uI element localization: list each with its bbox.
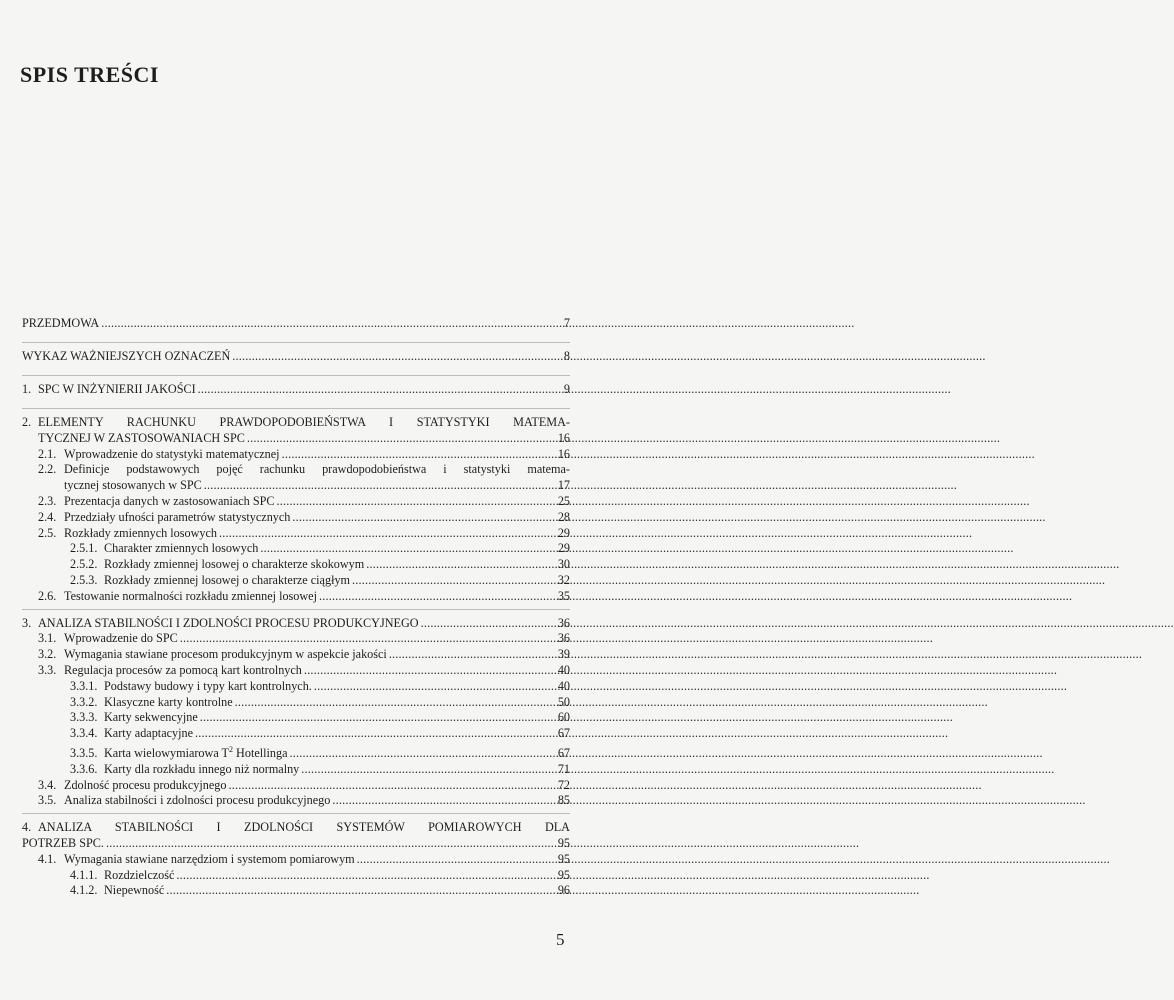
toc-entry-3-3-4[interactable] — [22, 726, 570, 742]
dot-leader — [228, 778, 552, 794]
toc-entry-page: 67 — [557, 746, 570, 760]
toc-entry-number: 4.1.2. — [70, 883, 98, 898]
toc-entry-chapter-2-line2 — [22, 431, 570, 447]
toc-entry-number: 3.3.4. — [70, 726, 98, 741]
dot-leader — [277, 494, 552, 510]
dot-leader — [101, 316, 552, 331]
toc-entry-number: 2.5. — [38, 525, 57, 540]
toc-entry-page: 60 — [557, 710, 570, 725]
toc-entry-title: SPC W INŻYNIERII JAKOŚCI — [38, 382, 196, 396]
divider — [22, 813, 570, 814]
divider — [22, 408, 570, 409]
dot-leader — [235, 695, 552, 711]
toc-entry-number: 3.3.3. — [70, 710, 98, 725]
dot-leader — [247, 431, 552, 447]
toc-entry-page: 36 — [557, 615, 570, 630]
dot-leader — [314, 679, 552, 695]
toc-entry-title: Niepewność — [104, 883, 165, 898]
toc-entry-4-1-1[interactable] — [22, 868, 570, 884]
toc-entry-number: 3. — [22, 615, 32, 630]
toc-entry-page: 95 — [557, 835, 570, 850]
toc-entry-title: Regulacja procesów za pomocą kart kontrolnych — [64, 662, 302, 677]
toc-entry-number: 2.5.3. — [70, 572, 98, 587]
toc-entry-chapter-4-line2 — [22, 836, 570, 852]
toc-entry-3-4[interactable] — [22, 778, 570, 794]
toc-entry-title-cont: TYCZNEJ W ZASTOSOWANIACH SPC — [38, 430, 245, 445]
toc-entry-page: 96 — [557, 883, 570, 898]
toc-entry-number: 3.2. — [38, 647, 57, 662]
toc-entry-number: 3.3.6. — [70, 761, 98, 776]
toc-entry-wykaz[interactable] — [22, 349, 570, 364]
divider — [22, 375, 570, 376]
toc-entry-title: Prezentacja danych w zastosowaniach SPC — [64, 493, 275, 508]
toc-entry-3-3-3[interactable] — [22, 710, 570, 726]
toc-entry-3-5[interactable] — [22, 793, 570, 809]
toc-entry-page: 32 — [557, 572, 570, 587]
toc-entry-3-2[interactable] — [22, 647, 570, 663]
toc-entry-number: 3.3. — [38, 662, 57, 677]
toc-entry-2-4[interactable] — [22, 510, 570, 526]
toc-entry-title: Rozdzielczość — [104, 867, 175, 882]
dot-leader — [292, 510, 552, 526]
toc-entry-title: ELEMENTY RACHUNKU PRAWDOPODOBIEŃSTWA I STATYSTYKI MATEMA- — [38, 415, 570, 429]
dot-leader — [204, 478, 552, 494]
divider — [22, 342, 570, 343]
dot-leader — [232, 349, 552, 364]
page-title: SPIS TREŚCI — [20, 62, 159, 87]
dot-leader — [319, 589, 552, 605]
toc-entry-number: 4.1. — [38, 851, 57, 866]
toc-entry-page: 29 — [557, 525, 570, 540]
toc-entry-title-cont: POTRZEB SPC. — [22, 835, 104, 850]
toc-entry-number: 3.3.5. — [70, 746, 98, 760]
toc-entry-3-3-5[interactable] — [22, 742, 570, 762]
toc-entry-title: Karty sekwencyjne — [104, 710, 198, 725]
dot-leader — [301, 762, 552, 778]
dot-leader — [352, 573, 552, 589]
dot-leader — [106, 836, 552, 852]
toc-entry-number: 3.5. — [38, 793, 57, 808]
toc-entry-page: 30 — [557, 557, 570, 572]
toc-entry-title: Wymagania stawiane narzędziom i systemom pomiarowym — [64, 851, 355, 866]
toc-entry-number: 2.4. — [38, 509, 57, 524]
toc-entry-2-5-1[interactable] — [22, 541, 570, 557]
toc-entry-3-3-1[interactable] — [22, 679, 570, 695]
dot-leader — [219, 526, 552, 542]
toc-entry-title: Rozkłady zmiennej losowej o charakterze skokowym — [104, 557, 365, 572]
dot-leader — [421, 616, 552, 632]
toc-entry-number: 4. — [22, 820, 32, 835]
dot-leader — [260, 541, 552, 557]
toc-entry-page: 50 — [557, 694, 570, 709]
toc-entry-number: 1. — [22, 382, 32, 396]
toc-entry-chapter-3 — [22, 616, 570, 632]
dot-leader — [195, 726, 552, 742]
toc-entry-page: 29 — [557, 541, 570, 556]
dot-leader — [389, 647, 552, 663]
toc-entry-2-6[interactable] — [22, 589, 570, 605]
toc-entry-page: 17 — [557, 478, 570, 493]
toc-entry-chapter-2-line1 — [22, 415, 570, 431]
toc-entry-page: 95 — [557, 867, 570, 882]
toc-entry-title: Charakter zmiennych losowych — [104, 541, 259, 556]
toc-entry-title: Karty adaptacyjne — [104, 726, 193, 741]
page-number: 5 — [556, 930, 565, 949]
toc-entry-page: 9 — [563, 382, 570, 396]
toc-entry-2-5[interactable] — [22, 526, 570, 542]
toc-entry-2-3[interactable] — [22, 494, 570, 510]
toc-entry-page: 67 — [557, 726, 570, 741]
toc-entry-title: Podstawy budowy i typy kart kontrolnych. — [104, 678, 312, 693]
toc-entry-page: 40 — [557, 662, 570, 677]
toc-entry-title: Wprowadzenie do statystyki matematycznej — [64, 446, 280, 461]
toc-entry-2-2-line2 — [22, 478, 570, 494]
table-of-contents — [22, 316, 570, 899]
dot-leader — [357, 852, 552, 868]
toc-entry-title: Definicje podstawowych pojęć rachunku prawdopodobieństwa i statystyki matema- — [64, 462, 570, 477]
toc-entry-number: 4.1.1. — [70, 867, 98, 882]
toc-entry-page: 40 — [557, 678, 570, 693]
toc-entry-page: 25 — [557, 493, 570, 508]
toc-entry-page: 28 — [557, 509, 570, 524]
toc-entry-2-1[interactable] — [22, 447, 570, 463]
toc-entry-page: 7 — [563, 316, 570, 330]
toc-entry-3-3-6[interactable] — [22, 762, 570, 778]
toc-entry-number: 3.3.1. — [70, 678, 98, 693]
dot-leader — [200, 710, 552, 726]
toc-entry-number: 2. — [22, 415, 32, 429]
toc-entry-3-1[interactable] — [22, 631, 570, 647]
dot-leader — [304, 663, 552, 679]
toc-entry-page: 36 — [557, 631, 570, 646]
toc-entry-title: Klasyczne karty kontrolne — [104, 694, 233, 709]
dot-leader — [332, 793, 552, 809]
toc-entry-page: 16 — [557, 446, 570, 461]
toc-entry-title: Karty dla rozkładu innego niż normalny — [104, 761, 300, 776]
toc-chapter-3[interactable] — [22, 616, 570, 810]
toc-entry-title: PRZEDMOWA — [22, 316, 100, 330]
toc-entry-title: Analiza stabilności i zdolności procesu produkcyjnego — [64, 793, 331, 808]
toc-entry-number: 2.1. — [38, 446, 57, 461]
toc-entry-title: ANALIZA STABILNOŚCI I ZDOLNOŚCI SYSTEMÓW POMIAROWYCH DLA — [38, 820, 570, 835]
toc-entry-page: 72 — [557, 777, 570, 792]
toc-entry-chapter-1[interactable] — [22, 382, 570, 397]
toc-entry-title: Przedziały ufności parametrów statystycznych — [64, 509, 291, 524]
toc-entry-number: 2.2. — [38, 462, 57, 477]
toc-entry-title: ANALIZA STABILNOŚCI I ZDOLNOŚCI PROCESU PRODUKCYJNEGO — [38, 615, 419, 630]
dot-leader — [180, 631, 552, 647]
toc-entry-2-2-line1[interactable] — [22, 462, 570, 478]
toc-entry-page: 16 — [557, 430, 570, 445]
toc-entry-page: 95 — [557, 851, 570, 866]
toc-entry-3-3-2[interactable] — [22, 695, 570, 711]
toc-entry-4-1-2[interactable] — [22, 883, 570, 899]
toc-entry-title: Testowanie normalności rozkładu zmiennej losowej — [64, 588, 317, 603]
toc-entry-number: 2.5.2. — [70, 557, 98, 572]
toc-entry-title: Karta wielowymiarowa $T^2$ Hotellinga — [104, 744, 288, 760]
toc-chapter-4[interactable] — [22, 820, 570, 899]
toc-entry-title: Rozkłady zmiennych losowych — [64, 525, 217, 540]
toc-entry-3-3[interactable] — [22, 663, 570, 679]
toc-entry-number: 3.3.2. — [70, 694, 98, 709]
toc-entry-number: 2.6. — [38, 588, 57, 603]
toc-entry-title-cont: tycznej stosowanych w SPC — [64, 478, 202, 493]
toc-entry-przedmowa[interactable] — [22, 316, 570, 331]
dot-leader — [290, 746, 553, 762]
toc-entry-page: 35 — [557, 588, 570, 603]
toc-chapter-2[interactable] — [22, 415, 570, 605]
toc-entry-title: Wymagania stawiane procesom produkcyjnym w aspekcie jakości — [64, 647, 387, 662]
toc-entry-page: 39 — [557, 647, 570, 662]
toc-entry-4-1[interactable] — [22, 852, 570, 868]
toc-entry-number: 3.4. — [38, 777, 57, 792]
dot-leader — [166, 883, 552, 899]
toc-entry-page: 71 — [557, 761, 570, 776]
toc-entry-number: 3.1. — [38, 631, 57, 646]
toc-entry-number: 2.5.1. — [70, 541, 98, 556]
toc-entry-title: Wprowadzenie do SPC — [64, 631, 178, 646]
toc-entry-page: 8 — [563, 349, 570, 363]
toc-entry-title: WYKAZ WAŻNIEJSZYCH OZNACZEŃ — [22, 349, 231, 363]
dot-leader — [366, 557, 552, 573]
dot-leader — [176, 868, 552, 884]
dot-leader — [282, 447, 552, 463]
toc-entry-chapter-4-line1 — [22, 820, 570, 836]
toc-entry-number: 2.3. — [38, 493, 57, 508]
toc-entry-page: 85 — [557, 793, 570, 808]
divider — [22, 609, 570, 610]
toc-entry-2-5-3[interactable] — [22, 573, 570, 589]
toc-entry-2-5-2[interactable] — [22, 557, 570, 573]
toc-entry-title: Rozkłady zmiennej losowej o charakterze ciągłym — [104, 572, 351, 587]
dot-leader — [198, 382, 552, 397]
toc-entry-title: Zdolność procesu produkcyjnego — [64, 777, 227, 792]
